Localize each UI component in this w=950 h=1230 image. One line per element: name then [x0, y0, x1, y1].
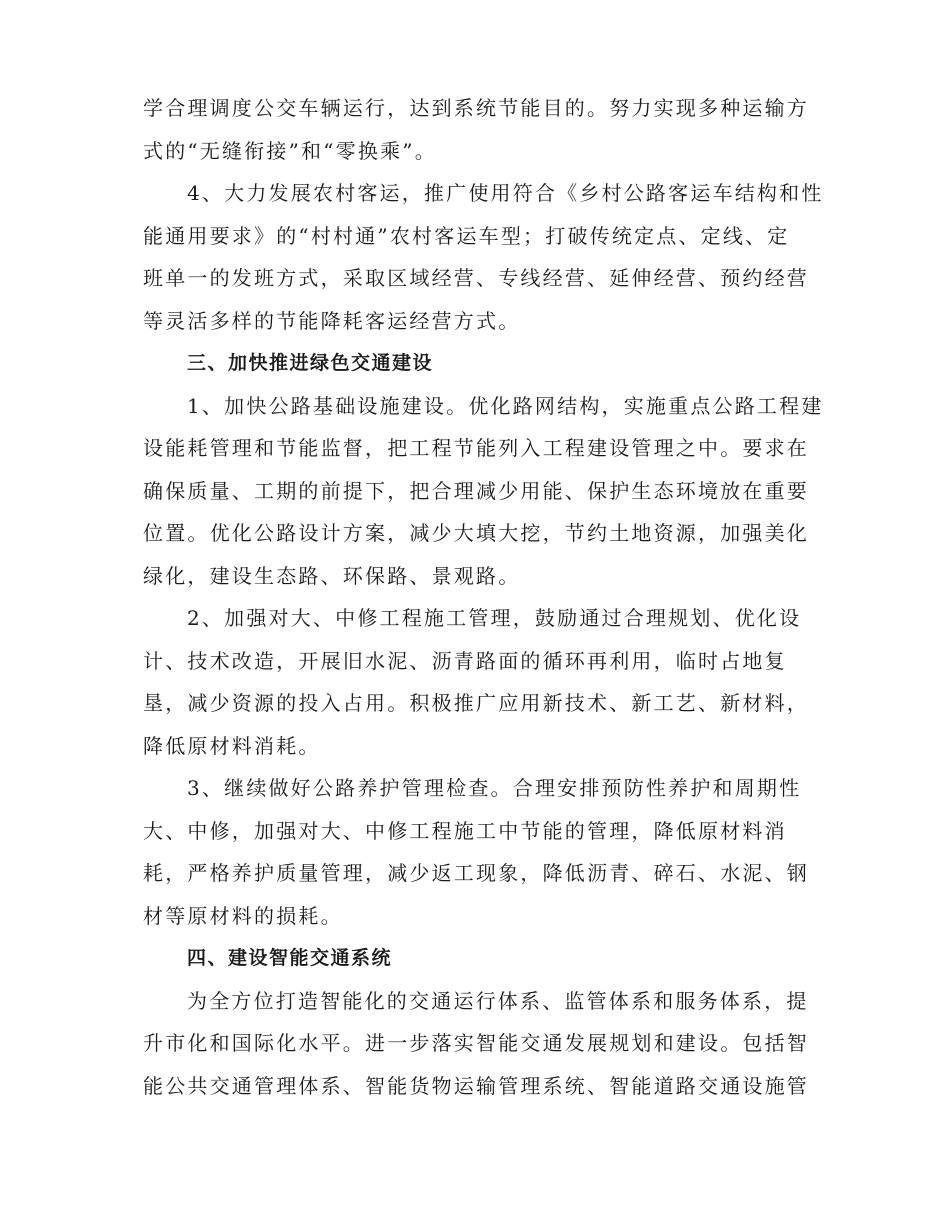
paragraph-line: 计、技术改造，开展旧水泥、沥青路面的循环再利用，临时占地复 — [143, 648, 787, 673]
paragraph-line: 2、加强对大、中修工程施工管理，鼓励通过合理规划、优化设 — [187, 606, 802, 630]
paragraph-line: 大、中修，加强对大、中修工程施工中节能的管理，降低原材料消 — [143, 818, 787, 843]
paragraph-line: 升市化和国际化水平。进一步落实智能交通发展规划和建设。包括智 — [143, 1031, 809, 1055]
paragraph-line: 绿化，建设生态路、环保路、景观路。 — [143, 563, 521, 588]
paragraph-line: 1、加快公路基础设施建设。优化路网结构，实施重点公路工程建 — [187, 393, 824, 418]
paragraph-line: 能通用要求》的“村村通”农村客运车型；打破传统定点、定线、定 — [143, 223, 790, 248]
paragraph-line: 垦，减少资源的投入占用。积极推广应用新技术、新工艺、新材料， — [143, 691, 809, 715]
paragraph-line: 降低原材料消耗。 — [143, 733, 321, 758]
paragraph-line: 材等原材料的损耗。 — [143, 903, 343, 928]
paragraph-line: 能公共交通管理体系、智能货物运输管理系统、智能道路交通设施管 — [143, 1073, 809, 1098]
paragraph-line: 3、继续做好公路养护管理检查。合理安排预防性养护和周期性 — [187, 776, 802, 800]
paragraph-line: 设能耗管理和节能监督，把工程节能列入工程建设管理之中。要求在 — [143, 436, 809, 460]
paragraph-line: 为全方位打造智能化的交通运行体系、监管体系和服务体系，提 — [187, 988, 809, 1013]
document-body — [143, 87, 824, 1107]
paragraph-line: 耗，严格养护质量管理，减少返工现象，降低沥青、碎石、水泥、钢 — [143, 861, 809, 885]
paragraph-line: 4、大力发展农村客运，推广使用符合《乡村公路客运车结构和性 — [187, 181, 824, 205]
paragraph-line: 等灵活多样的节能降耗客运经营方式。 — [143, 308, 521, 333]
paragraph-line: 式的“无缝衔接”和“零换乘”。 — [143, 138, 437, 163]
paragraph-line: 班单一的发班方式，采取区域经营、专线经营、延伸经营、预约经营 — [143, 266, 809, 290]
section-heading: 三、加快推进绿色交通建设 — [187, 352, 434, 374]
paragraph-line: 学合理调度公交车辆运行，达到系统节能目的。努力实现多种运输方 — [143, 96, 809, 120]
paragraph-line: 位置。优化公路设计方案，减少大填大挖，节约土地资源，加强美化 — [143, 521, 809, 545]
paragraph-line: 确保质量、工期的前提下，把合理减少用能、保护生态环境放在重要 — [143, 478, 809, 503]
section-heading: 四、建设智能交通系统 — [187, 947, 393, 969]
